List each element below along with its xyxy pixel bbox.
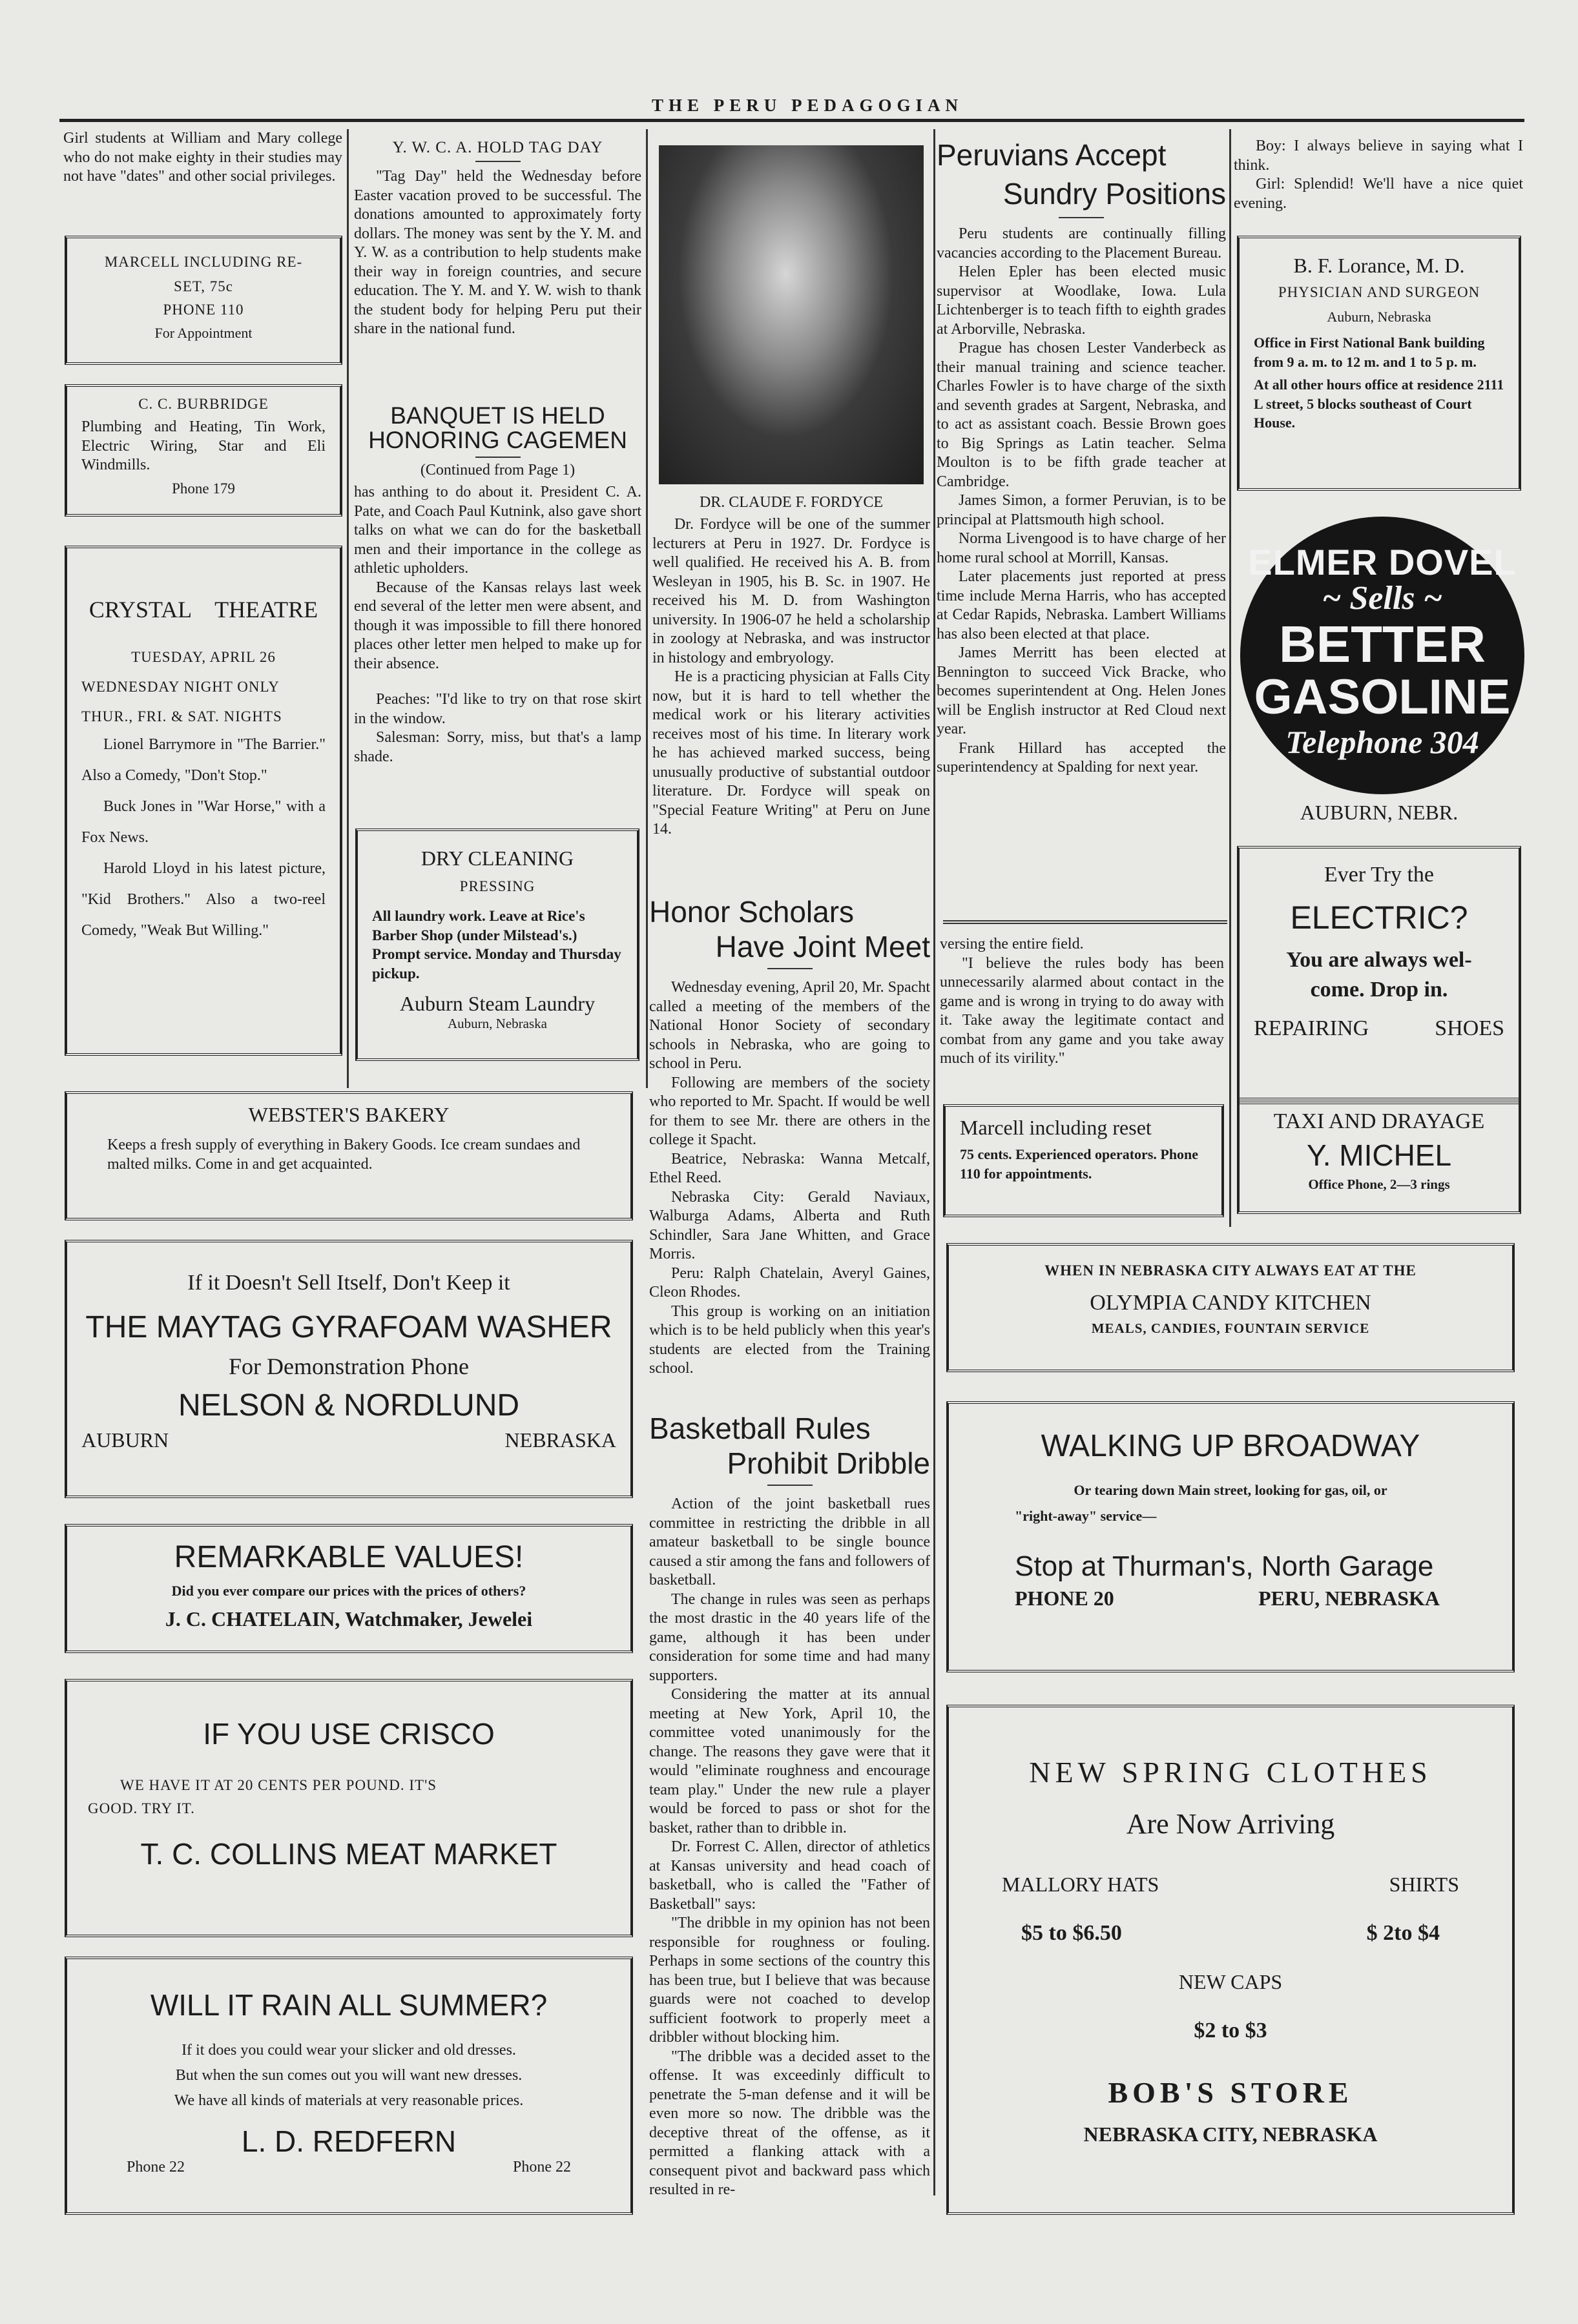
article-basketball: Basketball Rules Prohibit Dribble Action of the joint basketball rues committee in restricting the dribble in all amateur basketball to be single bounce caused a stir among the fans and followers of basketball. The change in rules was seen as perhaps the most drastic in the 40 years life of the game, although it has been under consideration for some time and had many supporters. Considering the matter at its annual meeting at New York, April 10, the committee voted unanimously for the change. The reasons they gave were that it would "eliminate roughness and encourage team play." Under the new rule a player would be forced to pass or shot for the basket, rather than to dribble in. Dr. Forrest C. Allen, director of athletics at Kansas university and head coach of basketball, who is called the "Father of Basketball" says: "The dribble in my opinion has not been responsible for roughness or fouling. Perhaps in some sections of the country this has been true, but I believe that was because guards were not coached to develop sufficient footwork to properly meet a dribbler without blocking him. "The dribble was a decided asset to the offense. It was exceedinly difficult to penetrate the 5-man defense and it will be even more so now. The dribble was the deceptive threat of the offense, as it permitted a flanking attack with a consequent pivot and backward pass which resulted in re- xyxy=(649,1412,930,2198)
article-banquet: BANQUET IS HELD HONORING CAGEMEN (Continued from Page 1) has anthing to do about it. President C. A. Pate, and Coach Paul Kutnink, also gave short talks on what we can do for the basketball men and their importance in the college as athletic upholders. Because of the Kansas relays last week end several of the letter men were absent, and though it was impossible to fill there honored places other letter men helped to make up for their absence. Peaches: "I'd like to try on that rose skirt in the window. Salesman: Sorry, miss, but that's a lamp shade. xyxy=(354,402,641,765)
ad-redfern: WILL IT RAIN ALL SUMMER? If it does you could wear your slicker and old dresses. But when the sun comes out you will want new dresses. We have all kinds of materials at very reasonable prices. L. D. REDFERN Phone 22 Phone 22 xyxy=(65,1957,633,2215)
col1-top-text: Girl students at William and Mary college who do not make eighty in their studies may not have "dates" and other social privileges. xyxy=(63,130,342,185)
article-fordyce: DR. CLAUDE F. FORDYCE Dr. Fordyce will be one of the summer lecturers at Peru in 1927. Dr. Fordyce is well qualified. He received his A. B. from Wesleyan in 1905, his B. Sc. in 1907. He received his M. D. from Washington university. In 1906-07 he held a scholarship in zoology at Nebraska, and was instructor in histology and embryology. He is a practicing physician at Falls City now, but it is hard to tell whether the medical work or his literary activities receives most of his time. In literary work he has achieved marked success, being unusually productive of substantial outdoor literature. Dr. Fordyce will speak on "Special Feature Writing" at Peru on June 14. xyxy=(652,494,930,838)
ad-broadway: WALKING UP BROADWAY Or tearing down Main street, looking for gas, oil, or "right-away" service— Stop at Thurman's, North Garage PHONE 20 PERU, NEBRASKA xyxy=(946,1401,1515,1672)
ad-dovel-logo: ELMER DOVEL ~ Sells ~ BETTER GASOLINE Telephone 304 xyxy=(1240,517,1524,794)
peruvians-headline: Peruvians Accept Sundry Positions xyxy=(937,138,1226,211)
col6-joke: Boy: I always believe in saying what I think. Girl: Splendid! We'll have a nice quiet evening. xyxy=(1234,138,1523,212)
column-rule xyxy=(646,129,648,1088)
ad-olympia: WHEN IN NEBRASKA CITY ALWAYS EAT AT THE OLYMPIA CANDY KITCHEN MEALS, CANDIES, FOUNTAIN SERVICE xyxy=(946,1243,1515,1372)
ad-marcell-2: Marcell including reset 75 cents. Experienced operators. Phone 110 for appointments. xyxy=(943,1104,1224,1217)
ad-webster: WEBSTER'S BAKERY Keeps a fresh supply of everything in Bakery Goods. Ice cream sundaes and malted milks. Come in and get acquainted. xyxy=(65,1091,633,1220)
ad-maytag: If it Doesn't Sell Itself, Don't Keep it THE MAYTAG GYRAFOAM WASHER For Demonstration Phone NELSON & NORDLUND AUBURN NEBRASKA xyxy=(65,1240,633,1498)
ad-crystal-theatre: CRYSTAL THEATRE TUESDAY, APRIL 26 WEDNESDAY NIGHT ONLY THUR., FRI. & SAT. NIGHTS Lionel Barrymore in "The Barrier." Also a Comedy, "Don't Stop." Buck Jones in "War Horse," with a Fox News. Harold Lloyd in his latest picture, "Kid Brothers." Also a two-reel Comedy, "Weak But Willing." xyxy=(65,546,342,1056)
top-rule xyxy=(59,119,1524,122)
article-ywca: Y. W. C. A. HOLD TAG DAY "Tag Day" held the Wednesday before Easter vacation proved to be successful. The donations amounted to approximately forty dollars. The money was sent by the Y. M. and Y. W. as a contribution to help students make their way in foreign countries, and secure education. The Y. M. and Y. W. wish to thank the student body for helping Peru put their share in the national fund. xyxy=(354,139,641,337)
column-rule xyxy=(933,129,935,2195)
ad-lorance: B. F. Lorance, M. D. PHYSICIAN AND SURGEON Auburn, Nebraska Office in First National Bank building from 9 a. m. to 12 m. and 1 to 5 p. m. At all other hours office at residence 2111 L street, 5 blocks southeast of Court House. xyxy=(1237,236,1521,491)
ad-dry-cleaning: DRY CLEANING PRESSING All laundry work. Leave at Rice's Barber Shop (under Milstead's.) Prompt service. Monday and Thursday pickup. Auburn Steam Laundry Auburn, Nebraska xyxy=(355,828,639,1061)
ad-bobs-store: NEW SPRING CLOTHES Are Now Arriving MALLORY HATS SHIRTS $5 to $6.50 $ 2to $4 NEW CAPS $2 to $3 BOB'S STORE NEBRASKA CITY, NEBRASKA xyxy=(946,1705,1515,2215)
banquet-headline: BANQUET IS HELD HONORING CAGEMEN xyxy=(368,402,627,453)
basketball-headline: Basketball Rules Prohibit Dribble xyxy=(649,1412,930,1480)
column-rule xyxy=(1229,129,1231,1227)
article-basketball-continued: versing the entire field. "I believe the rules body has been unnecessarily alarmed about contact in the game and is wrong in trying to do away with it. Take away the legitimate contact and combat from any game and you take away much of its virility." xyxy=(940,936,1224,1067)
photo-caption: DR. CLAUDE F. FORDYCE xyxy=(699,494,884,511)
honor-headline: Honor Scholars Have Joint Meet xyxy=(649,895,930,963)
article-honor: Honor Scholars Have Joint Meet Wednesday evening, April 20, Mr. Spacht called a meeting of the members of the National Honor Society of secondary schools in Nebraska, who are going to school in Peru. Following are members of the society who reported to Mr. Spacht. If would be well for them to see Mr. there are others in the college it Spacht. Beatrice, Nebraska: Wanna Metcalf, Ethel Reed. Nebraska City: Gerald Naviaux, Walburga Adams, Alberta and Ruth Schindler, Sara Jane Whitten, and Grace Morris. Peru: Ralph Chatelain, Averyl Gaines, Cleon Rhodes. This group is working on an initiation which is to be held publicly when this year's students are elected from the Training school. xyxy=(649,895,930,1377)
column-rule xyxy=(347,129,349,1088)
ad-electric: Ever Try the ELECTRIC? You are always wel- come. Drop in. REPAIRING SHOES xyxy=(1237,846,1521,1104)
ad-taxi: TAXI AND DRAYAGE Y. MICHEL Office Phone, 2—3 rings xyxy=(1237,1098,1521,1214)
theatre-title: CRYSTAL THEATRE xyxy=(88,597,318,622)
ad-crisco: IF YOU USE CRISCO WE HAVE IT AT 20 CENTS PER POUND. IT'S GOOD. TRY IT. T. C. COLLINS MEAT MARKET xyxy=(65,1679,633,1937)
ad-values: REMARKABLE VALUES! Did you ever compare our prices with the prices of others? J. C. CHATELAIN, Watchmaker, Jewelei xyxy=(65,1524,633,1653)
ywca-headline: Y. W. C. A. HOLD TAG DAY xyxy=(392,139,603,156)
section-rule xyxy=(943,920,1227,924)
dovel-place: AUBURN, NEBR. xyxy=(1300,801,1459,824)
ad-burbridge: C. C. BURBRIDGE Plumbing and Heating, Tin Work, Electric Wiring, Star and Eli Windmills. Phone 179 xyxy=(65,384,342,517)
article-peruvians: Peruvians Accept Sundry Positions Peru students are continually filling vacancies according to the Placement Bureau. Helen Epler has been elected music supervisor at Woodlake, Iowa. Lula Lichtenberger is to teach fifth to eighth grades at Arborville, Nebraska. Prague has chosen Lester Vanderbeck as their manual training and science teacher. Charles Fowler is to have charge of the sixth and seventh grades at Sargent, Nebraska, and to act as assistant coach. Bessie Brown goes to Big Springs as Latin teacher. Selma Moulton is to be fifth grade teacher at Cambridge. James Simon, a former Peruvian, is to be principal at Plattsmouth high school. Norma Livengood is to have charge of her home rural school at Morrill, Kansas. Later placements just reported at press time include Merna Harris, who has accepted at Cedar Rapids, Nebraska. Lambert Williams has also been elected at that place. James Merritt has been elected at Bennington to succeed Vick Bracke, who becomes superintendent at Ong. Helen Jones will be English instructor at Red Cloud next year. Frank Hillard has accepted the superintendency at Spalding for next year. xyxy=(937,136,1226,777)
ad-marcell-1: MARCELL INCLUDING RE- SET, 75c PHONE 110 For Appointment xyxy=(65,236,342,365)
masthead: THE PERU PEDAGOGIAN xyxy=(651,96,964,115)
photo-fordyce xyxy=(659,145,924,484)
